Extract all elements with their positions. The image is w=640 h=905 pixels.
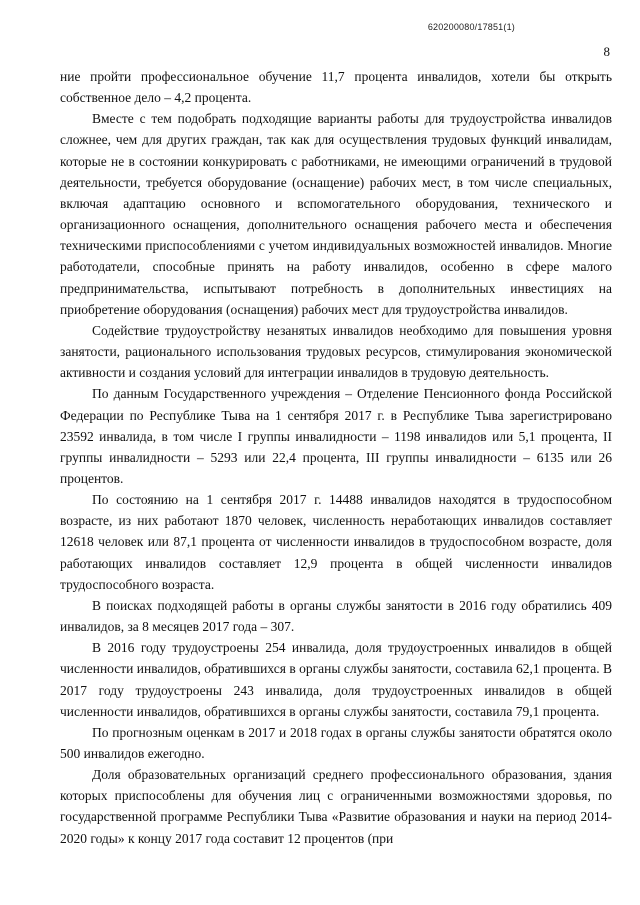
paragraph-4: По данным Государственного учреждения – Отделение Пенсионного фонда Российской Федерации по Республике Тыва на 1 сентября 2017 г. в Республике Тыва зарегистрировано 23592 инвалида, в том числе I группы инвалидности – 1198 инвалидов или 5,1 процента, II группы инвалидности – 5293 или 22,4 процента, III группы инвалидности – 6135 или 26 процентов. [60,386,612,486]
paragraph-8: По прогнозным оценкам в 2017 и 2018 годах в органы службы занятости обратятся около 500 инвалидов ежегодно. [60,724,612,761]
paragraph-1: ние пройти профессиональное обучение 11,7 процента инвалидов, хотели бы открыть собственное дело – 4,2 процента. [60,69,612,106]
paragraph-9: Доля образовательных организаций среднего профессионального образования, здания которых приспособлены для обучения лиц с ограниченными возможностями здоровья, по государственной программе Республики Тыва «Развитие образования и науки на период 2014-2020 годы» к концу 2017 года составит 12 процентов (при [60,767,612,846]
document-body [60,66,612,849]
paragraph-7: В 2016 году трудоустроены 254 инвалида, доля трудоустроенных инвалидов в общей численности инвалидов, обратившихся в органы службы занятости, составила 62,1 процента. В 2017 году трудоустроены 243 инвалида, доля трудоустроенных инвалидов в общей численности инвалидов, обратившихся в органы службы занятости, составила 79,1 процента. [60,640,612,719]
paragraph-5: По состоянию на 1 сентября 2017 г. 14488 инвалидов находятся в трудоспособном возрасте, из них работают 1870 человек, численность неработающих инвалидов составляет 12618 человек или 87,1 процента от численности инвалидов в трудоспособном возрасте, доля работающих инвалидов составляет 12,9 процента в общей численности инвалидов трудоспособного возраста. [60,492,612,592]
document-id: 620200080/17851(1) [427,22,515,32]
paragraph-3: Содействие трудоустройству незанятых инвалидов необходимо для повышения уровня занятости, рационального использования трудовых ресурсов, стимулирования экономической активности и создания условий для интеграции инвалидов в трудовую деятельность. [60,322,612,381]
page-number: 8 [603,44,610,59]
paragraph-6: В поисках подходящей работы в органы службы занятости в 2016 году обратились 409 инвалидов, за 8 месяцев 2017 года – 307. [60,597,612,635]
paragraph-2: Вместе с тем подобрать подходящие варианты работы для трудоустройства инвалидов сложнее, чем для других граждан, так как для осуществления трудовых функций инвалидам, которые не в состоянии конкурировать с работниками, не имеющими ограничений в трудовой деятельности, требуется оборудование (оснащение) рабочих мест, в том числе специальных, включая адаптацию основного и вспомогательного оборудования, технического и организационного оснащения, дополнительного оснащения рабочего места и обеспечения техническими приспособлениями с учетом индивидуальных возможностей инвалидов. Многие работодатели, способные принять на работу инвалидов, особенно в сфере малого предпринимательства, испытывают потребность в дополнительных инвестициях на приобретение оборудования (оснащения) рабочих мест для трудоустройства инвалидов. [60,111,612,317]
